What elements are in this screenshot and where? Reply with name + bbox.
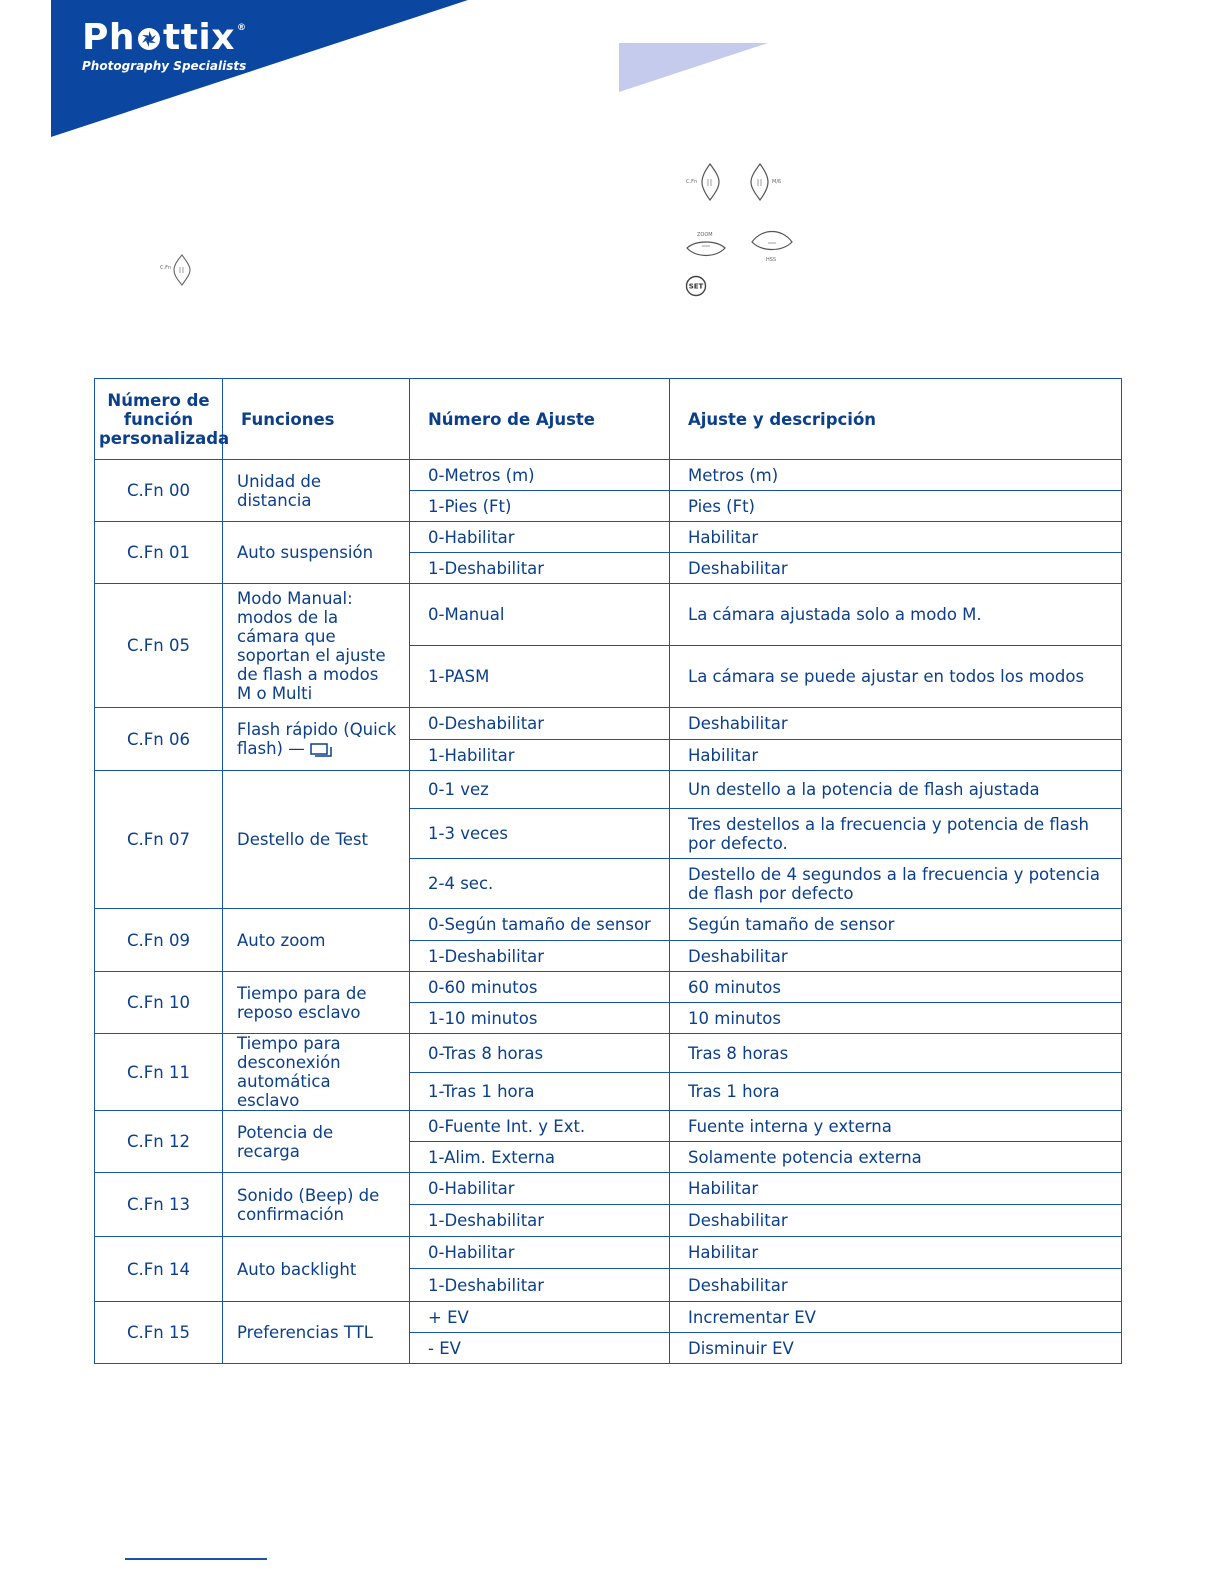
function-code: C.Fn 14 (95, 1237, 223, 1302)
table-row (95, 584, 1122, 646)
setting-description: Deshabilitar (670, 553, 1122, 584)
setting-value: 0-60 minutos (410, 972, 670, 1003)
setting-value: 1-Deshabilitar (410, 941, 670, 972)
setting-value: + EV (410, 1302, 670, 1333)
setting-description: Metros (m) (670, 460, 1122, 491)
function-code: C.Fn 10 (95, 972, 223, 1034)
function-name-text: Sonido (Beep) de confirmación (237, 1185, 380, 1224)
setting-description: Deshabilitar (670, 1269, 1122, 1302)
setting-description: Fuente interna y externa (670, 1111, 1122, 1142)
setting-description: Un destello a la potencia de flash ajustada (670, 771, 1122, 809)
function-code: C.Fn 13 (95, 1173, 223, 1237)
setting-value: 0-Habilitar (410, 1173, 670, 1205)
cfn-button-icon-right (684, 162, 728, 202)
setting-description: Pies (Ft) (670, 491, 1122, 522)
setting-description: Solamente potencia externa (670, 1142, 1122, 1173)
zoom-label: ZOOM (697, 232, 713, 238)
setting-value: 1-10 minutos (410, 1003, 670, 1034)
accent-banner (619, 43, 768, 92)
setting-value: 1-Deshabilitar (410, 1205, 670, 1237)
header-function-number: Número de función personalizada (95, 379, 223, 460)
hss-button-icon (748, 226, 796, 264)
setting-value: 1-Habilitar (410, 740, 670, 771)
setting-value: 1-Tras 1 hora (410, 1073, 670, 1111)
function-name (223, 460, 410, 522)
setting-description: Habilitar (670, 1237, 1122, 1269)
registered-mark: ® (237, 23, 247, 33)
setting-value: 0-Metros (m) (410, 460, 670, 491)
function-name-text: Preferencias TTL (237, 1323, 373, 1342)
setting-description: Deshabilitar (670, 708, 1122, 740)
hss-label: HSS (766, 257, 777, 263)
setting-value: - EV (410, 1333, 670, 1364)
setting-value: 1-3 veces (410, 809, 670, 859)
table-row (95, 909, 1122, 941)
function-code: C.Fn 09 (95, 909, 223, 972)
table-row (95, 708, 1122, 740)
function-name (223, 1034, 410, 1111)
quick-flash-icon (309, 742, 333, 758)
setting-description: Tras 8 horas (670, 1034, 1122, 1073)
logo-text: Ph ttix (82, 17, 235, 58)
set-label: SET (688, 282, 704, 291)
setting-value: 1-Deshabilitar (410, 1269, 670, 1302)
function-code: C.Fn 01 (95, 522, 223, 584)
setting-description: Deshabilitar (670, 1205, 1122, 1237)
setting-value: 1-Deshabilitar (410, 553, 670, 584)
setting-description: 10 minutos (670, 1003, 1122, 1034)
function-code: C.Fn 12 (95, 1111, 223, 1173)
setting-value: 2-4 sec. (410, 859, 670, 909)
function-name (223, 909, 410, 972)
ml-label: M/ß (772, 179, 782, 185)
function-name (223, 1237, 410, 1302)
setting-description: La cámara se puede ajustar en todos los modos (670, 646, 1122, 708)
setting-description: Destello de 4 segundos a la frecuencia y potencia de flash por defecto (670, 859, 1122, 909)
function-code: C.Fn 07 (95, 771, 223, 909)
setting-description: Tras 1 hora (670, 1073, 1122, 1111)
function-name (223, 1111, 410, 1173)
setting-value: 1-PASM (410, 646, 670, 708)
setting-value: 0-Manual (410, 584, 670, 646)
table-body (95, 460, 1122, 1364)
header-setting-description: Ajuste y descripción (670, 379, 1122, 460)
function-name-text: Tiempo para desconexión automática esclavo (237, 1034, 341, 1110)
function-name-text: Auto zoom (237, 930, 326, 950)
function-name-text: Potencia de recarga (237, 1122, 334, 1161)
setting-description: 60 minutos (670, 972, 1122, 1003)
set-button-icon (684, 274, 708, 298)
setting-description: Según tamaño de sensor (670, 909, 1122, 941)
setting-description: Tres destellos a la frecuencia y potencia de flash por defecto. (670, 809, 1122, 859)
setting-description: La cámara ajustada solo a modo M. (670, 584, 1122, 646)
setting-value: 0-1 vez (410, 771, 670, 809)
function-name (223, 1302, 410, 1364)
table-row (95, 771, 1122, 809)
setting-description: Habilitar (670, 1173, 1122, 1205)
setting-description: Habilitar (670, 522, 1122, 553)
function-code: C.Fn 11 (95, 1034, 223, 1111)
function-name (223, 522, 410, 584)
function-name (223, 972, 410, 1034)
setting-description: Incrementar EV (670, 1302, 1122, 1333)
table-header-row (95, 379, 1122, 460)
function-name (223, 1173, 410, 1237)
footer-rule (125, 1558, 267, 1560)
table-row (95, 1111, 1122, 1142)
function-code: C.Fn 05 (95, 584, 223, 708)
setting-value: 0-Fuente Int. y Ext. (410, 1111, 670, 1142)
function-code: C.Fn 15 (95, 1302, 223, 1364)
setting-value: 0-Según tamaño de sensor (410, 909, 670, 941)
table-row (95, 522, 1122, 553)
header-functions: Funciones (223, 379, 410, 460)
setting-value: 0-Habilitar (410, 522, 670, 553)
function-name-text: Modo Manual: modos de la cámara que soportan el ajuste de flash a modos M o Multi (237, 588, 386, 703)
logo-tagline: Photography Specialists (82, 59, 247, 73)
setting-description: Deshabilitar (670, 941, 1122, 972)
function-name-text: Destello de Test (237, 830, 368, 849)
setting-value: 1-Alim. Externa (410, 1142, 670, 1173)
setting-value: 0-Deshabilitar (410, 708, 670, 740)
function-name-text: Flash rápido (Quick flash) — (237, 720, 397, 758)
cfn-label: C.Fn (160, 265, 172, 271)
brand-logo (82, 18, 247, 73)
table-row (95, 1034, 1122, 1073)
aperture-icon (136, 26, 162, 52)
cfn-label-right: C.Fn (686, 179, 698, 185)
function-name (223, 584, 410, 708)
function-name (223, 771, 410, 909)
table-row (95, 1237, 1122, 1269)
logo-wordmark (82, 18, 247, 58)
setting-value: 0-Habilitar (410, 1237, 670, 1269)
function-code: C.Fn 06 (95, 708, 223, 771)
function-name (223, 708, 410, 771)
table-row (95, 1173, 1122, 1205)
function-name-text: Auto suspensión (237, 543, 374, 562)
table-row (95, 972, 1122, 1003)
header-setting-number: Número de Ajuste (410, 379, 670, 460)
setting-description: Habilitar (670, 740, 1122, 771)
cfn-button-icon (156, 252, 196, 288)
setting-value: 1-Pies (Ft) (410, 491, 670, 522)
table-row (95, 460, 1122, 491)
ml-button-icon (744, 162, 792, 202)
function-name-text: Auto backlight (237, 1259, 357, 1279)
function-name-text: Unidad de distancia (237, 471, 322, 510)
function-name-text: Tiempo para de reposo esclavo (237, 983, 367, 1022)
setting-description: Disminuir EV (670, 1333, 1122, 1364)
zoom-button-icon (684, 228, 728, 264)
table-row (95, 1302, 1122, 1333)
function-code: C.Fn 00 (95, 460, 223, 522)
custom-functions-table (94, 378, 1122, 1364)
setting-value: 0-Tras 8 horas (410, 1034, 670, 1073)
